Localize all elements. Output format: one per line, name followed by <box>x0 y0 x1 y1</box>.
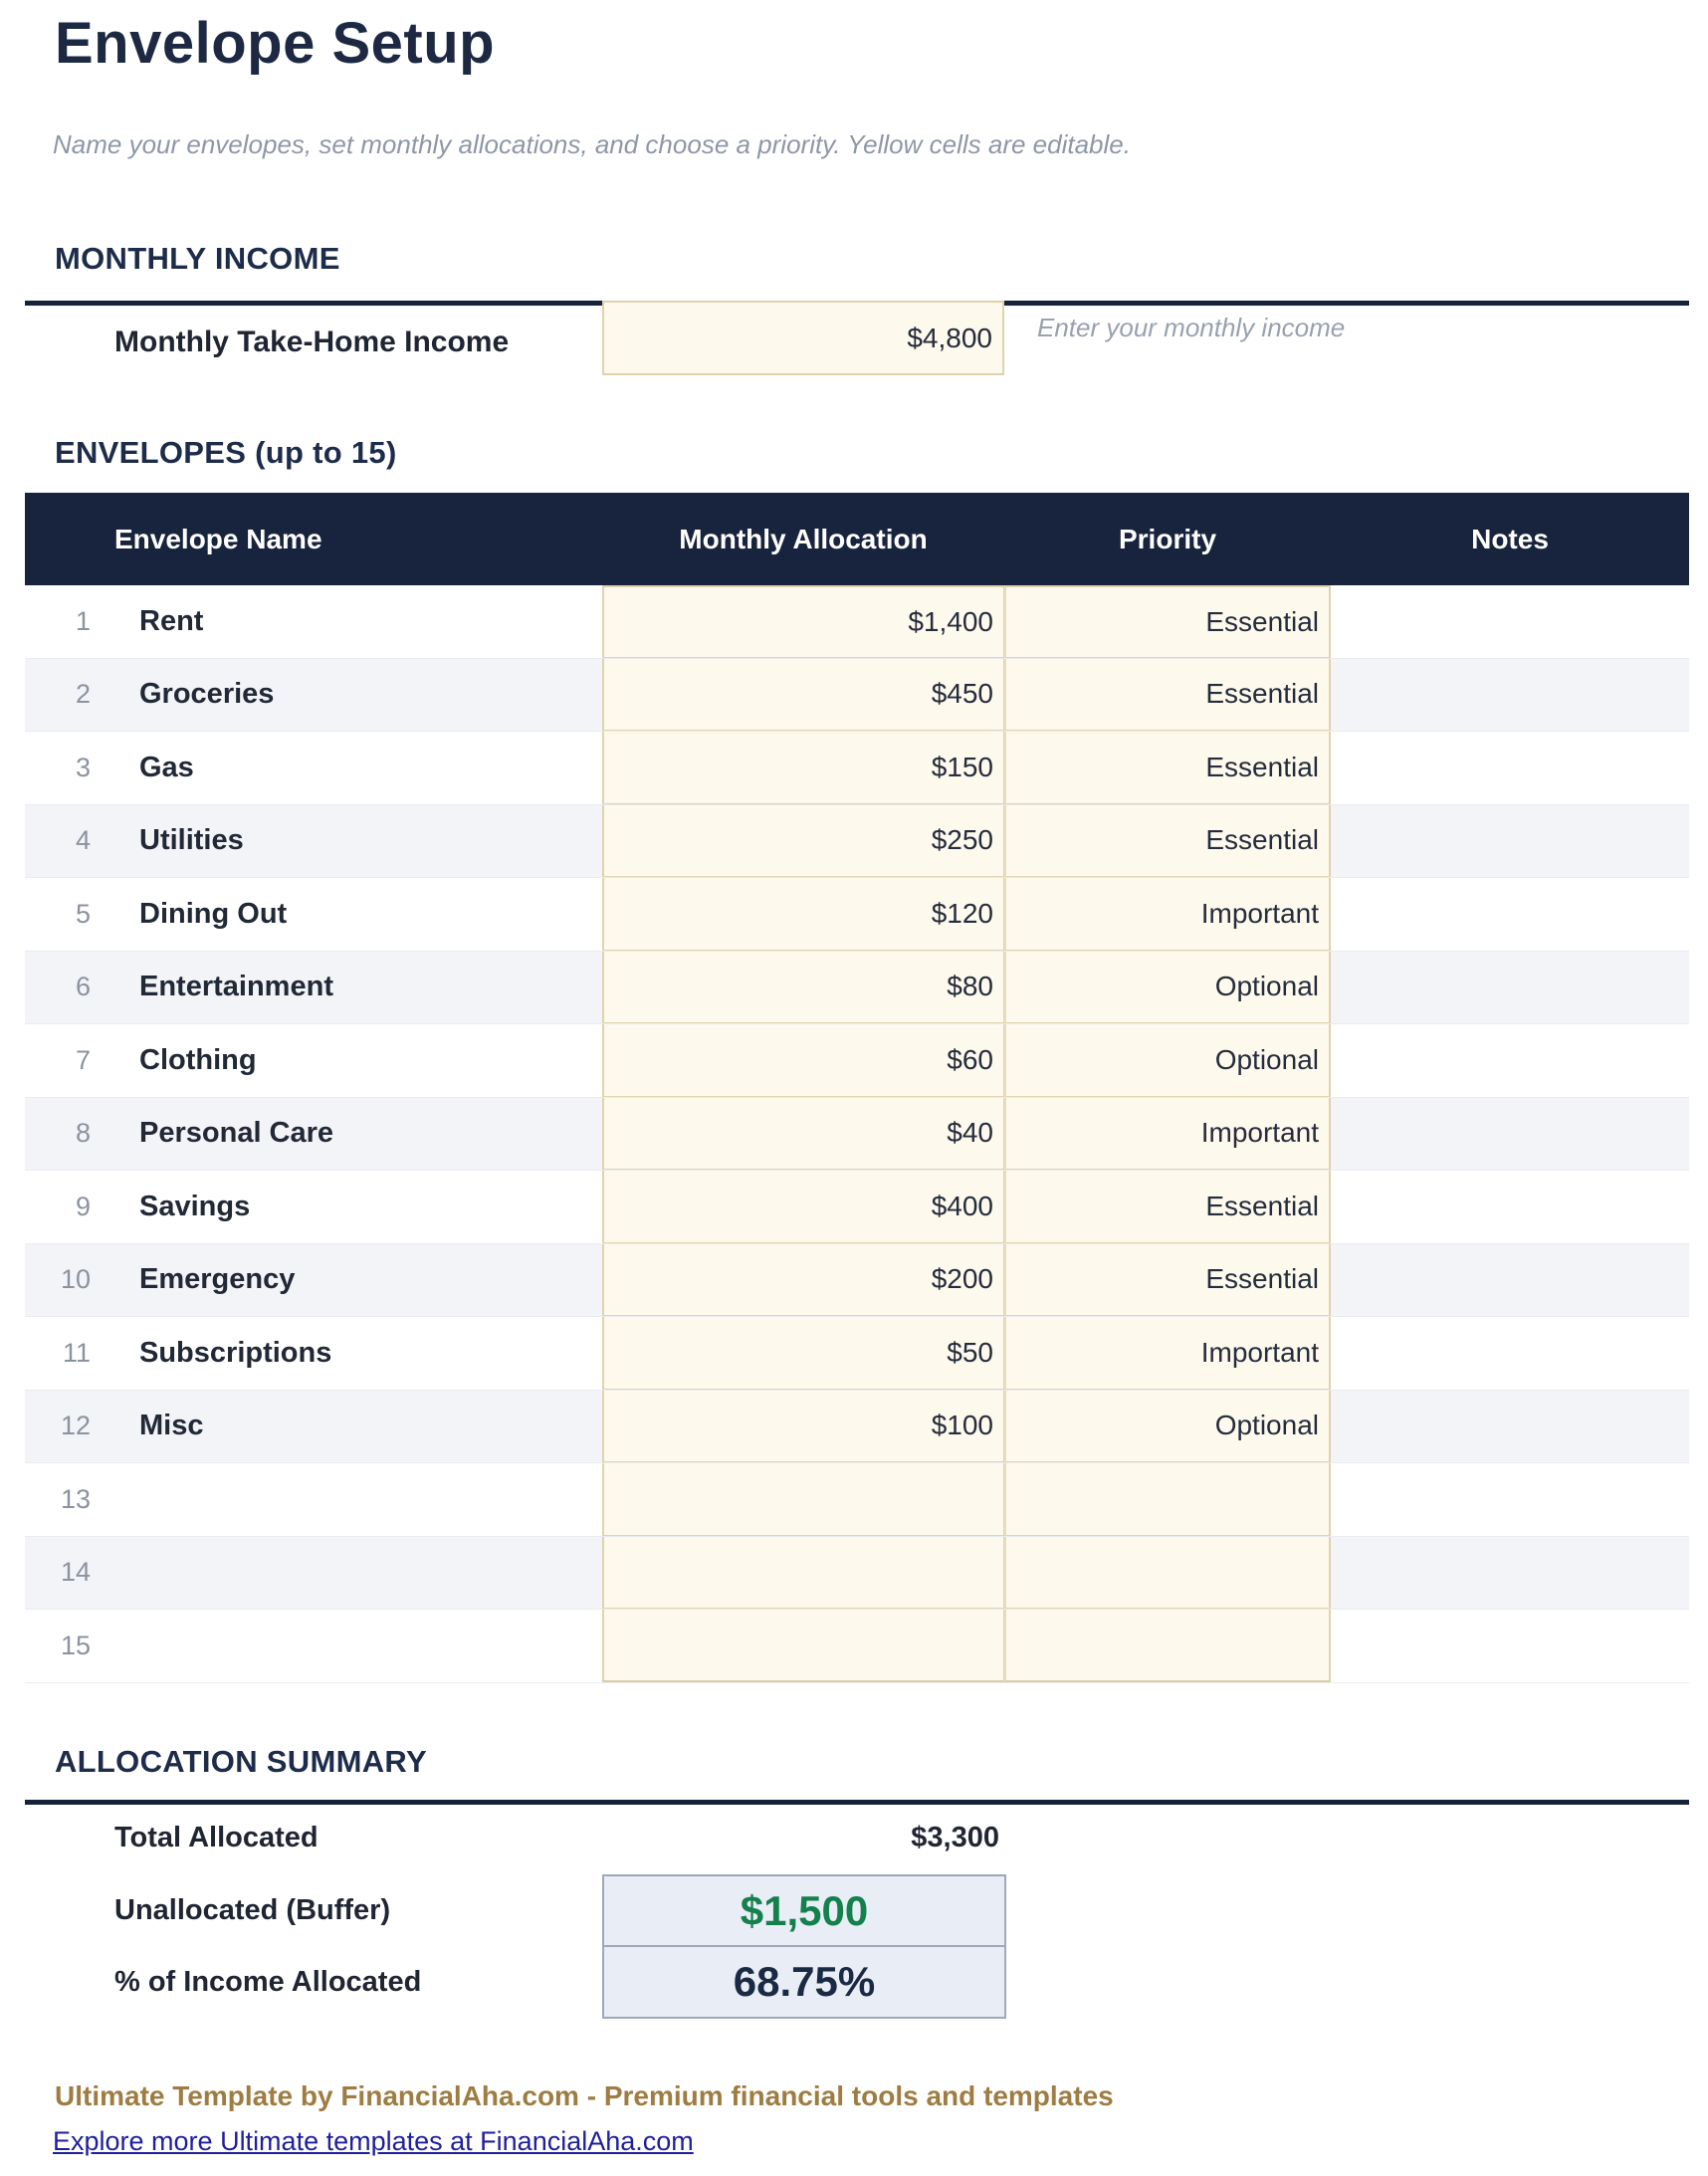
priority-cell[interactable]: Important <box>1004 1098 1331 1171</box>
allocation-cell[interactable]: $100 <box>602 1391 1004 1463</box>
page-subtitle: Name your envelopes, set monthly allocations, and choose a priority. Yellow cells are editable. <box>53 129 1131 159</box>
envelope-name-cell[interactable]: Personal Care <box>95 1098 602 1171</box>
allocation-cell[interactable]: $200 <box>602 1244 1004 1317</box>
envelope-name-cell[interactable]: Dining Out <box>139 897 288 930</box>
priority-cell[interactable]: Optional <box>1004 1391 1331 1463</box>
notes-cell[interactable] <box>1331 878 1689 951</box>
table-row <box>25 1391 1689 1464</box>
envelopes-table <box>25 493 1689 1683</box>
priority-cell[interactable]: Essential <box>1004 732 1331 804</box>
table-row <box>25 1024 1689 1098</box>
row-number: 8 <box>25 1098 95 1171</box>
notes-cell[interactable] <box>1331 1391 1689 1463</box>
table-row <box>25 952 1689 1025</box>
priority-cell[interactable] <box>1004 1537 1331 1610</box>
monthly-income-heading: MONTHLY INCOME <box>55 241 340 276</box>
column-header-priority: Priority <box>1118 523 1217 554</box>
row-number: 15 <box>60 1630 91 1660</box>
row-number: 10 <box>25 1244 95 1317</box>
template-branding-text: Ultimate Template by FinancialAha.com - Premium financial tools and templates <box>55 2080 1114 2111</box>
priority-cell[interactable] <box>1004 1610 1331 1682</box>
unallocated-buffer-label: Unallocated (Buffer) <box>114 1894 391 1926</box>
total-allocated-value: $3,300 <box>911 1822 999 1853</box>
row-number: 4 <box>25 805 95 878</box>
percent-allocated-label: % of Income Allocated <box>114 1966 422 1998</box>
allocation-cell[interactable]: $40 <box>602 1098 1004 1171</box>
priority-cell[interactable]: Essential <box>1004 805 1331 878</box>
row-number: 13 <box>60 1483 91 1514</box>
notes-cell[interactable] <box>1331 1024 1689 1097</box>
priority-cell[interactable]: Optional <box>1004 1024 1331 1097</box>
envelope-name-cell[interactable]: Subscriptions <box>139 1336 332 1369</box>
table-row <box>25 878 1689 952</box>
column-header-notes: Notes <box>1471 523 1549 554</box>
table-row <box>25 805 1689 879</box>
table-row <box>25 1317 1689 1391</box>
summary-section-divider <box>25 1800 1689 1805</box>
priority-cell[interactable]: Essential <box>1004 659 1331 732</box>
income-hint-text: Enter your monthly income <box>1037 313 1346 342</box>
envelope-name-cell[interactable]: Misc <box>95 1391 602 1463</box>
notes-cell[interactable] <box>1331 1463 1689 1536</box>
notes-cell[interactable] <box>1331 805 1689 878</box>
envelope-name-cell[interactable]: Gas <box>139 751 194 783</box>
table-row <box>25 1244 1689 1318</box>
envelope-name-cell[interactable]: Utilities <box>95 805 602 878</box>
row-number: 2 <box>25 659 95 732</box>
envelope-name-cell[interactable]: Savings <box>139 1190 251 1222</box>
notes-cell[interactable] <box>1331 732 1689 804</box>
take-home-income-input[interactable]: $4,800 <box>602 301 1004 375</box>
table-row <box>25 585 1689 659</box>
table-row <box>25 732 1689 805</box>
allocation-cell[interactable]: $60 <box>602 1024 1004 1097</box>
envelope-name-cell[interactable] <box>95 1537 602 1610</box>
total-allocated-label: Total Allocated <box>114 1822 319 1853</box>
priority-cell[interactable]: Essential <box>1004 1244 1331 1317</box>
column-header-envelope-name: Envelope Name <box>114 523 322 554</box>
allocation-cell[interactable] <box>602 1610 1004 1682</box>
allocation-cell[interactable]: $50 <box>602 1317 1004 1390</box>
notes-cell[interactable] <box>1331 1317 1689 1390</box>
allocation-cell[interactable]: $1,400 <box>602 585 1004 658</box>
table-row <box>25 659 1689 733</box>
notes-cell[interactable] <box>1331 1537 1689 1610</box>
notes-cell[interactable] <box>1331 1244 1689 1317</box>
allocation-cell[interactable] <box>602 1463 1004 1536</box>
allocation-cell[interactable]: $400 <box>602 1171 1004 1243</box>
priority-cell[interactable]: Important <box>1004 878 1331 951</box>
column-header-monthly-allocation: Monthly Allocation <box>679 523 928 554</box>
row-number: 5 <box>75 898 91 929</box>
table-row <box>25 1098 1689 1172</box>
row-number: 9 <box>75 1191 91 1221</box>
notes-cell[interactable] <box>1331 1171 1689 1243</box>
table-row <box>25 1463 1689 1537</box>
envelope-name-cell[interactable] <box>95 1463 602 1536</box>
row-number: 7 <box>75 1044 91 1075</box>
table-row <box>25 1171 1689 1244</box>
unallocated-buffer-value: $1,500 <box>602 1874 1006 1947</box>
envelope-name-cell[interactable]: Emergency <box>95 1244 602 1317</box>
allocation-cell[interactable]: $450 <box>602 659 1004 732</box>
table-row <box>25 1610 1689 1683</box>
row-number: 12 <box>25 1391 95 1463</box>
envelopes-table-header <box>25 493 1689 585</box>
allocation-cell[interactable] <box>602 1537 1004 1610</box>
envelope-name-cell[interactable]: Groceries <box>95 659 602 732</box>
notes-cell[interactable] <box>1331 659 1689 732</box>
notes-cell[interactable] <box>1331 1098 1689 1171</box>
allocation-cell[interactable]: $250 <box>602 805 1004 878</box>
page-title: Envelope Setup <box>55 11 496 76</box>
allocation-cell[interactable]: $120 <box>602 878 1004 951</box>
envelope-name-cell[interactable]: Rent <box>139 604 204 637</box>
priority-cell[interactable]: Essential <box>1004 1171 1331 1243</box>
envelope-name-cell[interactable]: Clothing <box>139 1043 257 1076</box>
priority-cell[interactable] <box>1004 1463 1331 1536</box>
row-number: 3 <box>75 752 91 782</box>
row-number: 1 <box>75 605 91 636</box>
envelopes-heading: ENVELOPES (up to 15) <box>55 435 397 470</box>
percent-allocated-value: 68.75% <box>602 1945 1006 2019</box>
priority-cell[interactable]: Optional <box>1004 952 1331 1024</box>
notes-cell[interactable] <box>1331 1610 1689 1682</box>
envelope-name-cell[interactable]: Entertainment <box>95 952 602 1024</box>
priority-cell[interactable]: Important <box>1004 1317 1331 1390</box>
take-home-income-label: Monthly Take-Home Income <box>114 326 510 358</box>
allocation-cell[interactable]: $150 <box>602 732 1004 804</box>
row-number: 11 <box>62 1337 91 1368</box>
table-row <box>25 1537 1689 1611</box>
explore-templates-link[interactable]: Explore more Ultimate templates at FinancialAha.com <box>53 2126 694 2156</box>
allocation-cell[interactable]: $80 <box>602 952 1004 1024</box>
envelope-name-cell[interactable] <box>95 1610 602 1682</box>
notes-cell[interactable] <box>1331 952 1689 1024</box>
notes-cell[interactable] <box>1331 585 1689 658</box>
priority-cell[interactable]: Essential <box>1004 585 1331 658</box>
allocation-summary-heading: ALLOCATION SUMMARY <box>55 1744 427 1779</box>
row-number: 14 <box>25 1537 95 1610</box>
envelopes-table-body <box>25 585 1689 1683</box>
row-number: 6 <box>25 952 95 1024</box>
